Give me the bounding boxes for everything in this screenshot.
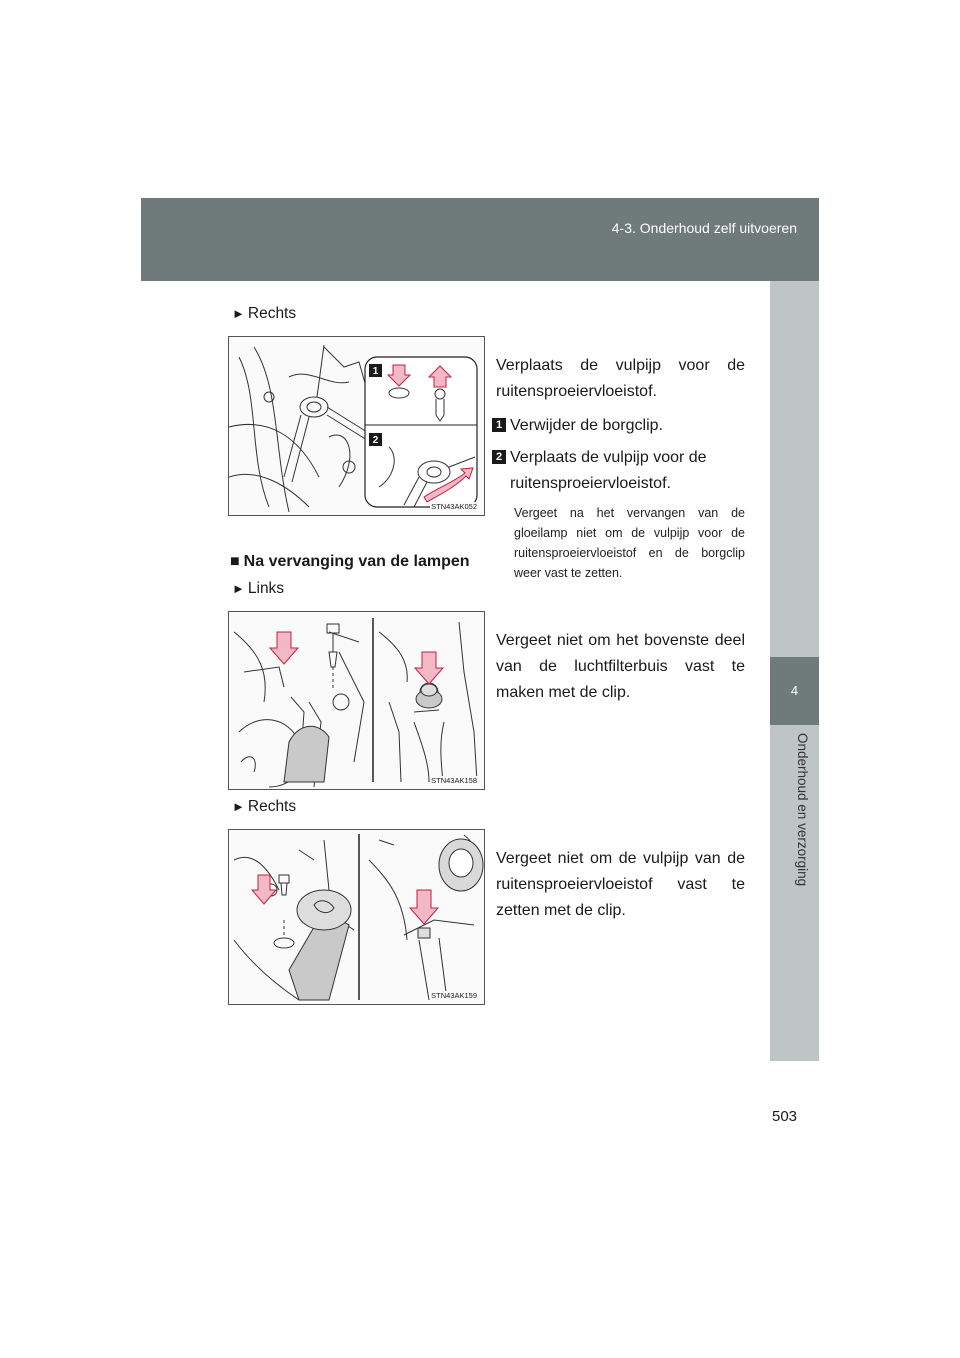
figure-3 — [228, 829, 485, 1005]
step-text: Verwijder de borgclip. — [510, 417, 663, 434]
bullet-triangle-icon: ► — [232, 306, 245, 321]
figure-2 — [228, 611, 485, 790]
svg-text:2: 2 — [372, 435, 379, 446]
step-2 — [492, 445, 746, 497]
bullet-label: Rechts — [247, 305, 297, 322]
chapter-tab — [770, 281, 819, 1061]
step-text: Verplaats de vulpijp voor de — [510, 449, 707, 466]
instruction-text-2: Vergeet niet om het bovenste deel van de luchtfilterbuis vast te maken met de clip. — [496, 632, 745, 701]
step-number-badge: 2 — [492, 450, 506, 464]
step-text-continued: ruitensproeiervloeistof. — [510, 475, 671, 492]
section-title: 4-3. Onderhoud zelf uitvoeren — [611, 220, 797, 236]
step-1 — [492, 413, 746, 439]
bullet-links — [232, 580, 284, 598]
chapter-title: Onderhoud en verzorging — [795, 733, 810, 887]
square-bullet-icon: ■ — [230, 553, 240, 570]
page-number: 503 — [772, 1108, 798, 1125]
svg-text:1: 1 — [372, 366, 379, 377]
figure-1 — [228, 336, 485, 516]
figure-code: STN43AK159 — [431, 991, 477, 1000]
page-header — [141, 198, 819, 281]
bullet-label: Rechts — [247, 798, 297, 815]
figure-code: STN43AK158 — [431, 776, 477, 785]
step-number-badge: 1 — [492, 418, 506, 432]
chapter-number: 4 — [770, 657, 819, 725]
bullet-label: Links — [247, 580, 285, 597]
instruction-text-3: Vergeet niet om de vulpijp van de ruitensproeiervloeistof vast te zetten met de clip. — [496, 850, 745, 919]
bullet-triangle-icon: ► — [232, 581, 245, 596]
section-heading-text: Na vervanging van de lampen — [243, 553, 470, 570]
washer-filler-illustration — [229, 830, 484, 1004]
engine-bay-illustration-1 — [229, 337, 484, 515]
figure-code: STN43AK052 — [431, 502, 477, 511]
bullet-rechts-2 — [232, 798, 296, 816]
section-heading — [230, 553, 470, 571]
instruction-text-1: Verplaats de vulpijp voor de ruitensproeiervloeistof. — [496, 357, 745, 400]
air-filter-illustration — [229, 612, 484, 789]
note-text: Vergeet na het vervangen van de gloeilamp niet om de vulpijp voor de ruitensproeiervloeistof en de borgclip weer vast te zetten. — [514, 506, 745, 580]
bullet-rechts-1 — [232, 305, 296, 323]
bullet-triangle-icon: ► — [232, 799, 245, 814]
